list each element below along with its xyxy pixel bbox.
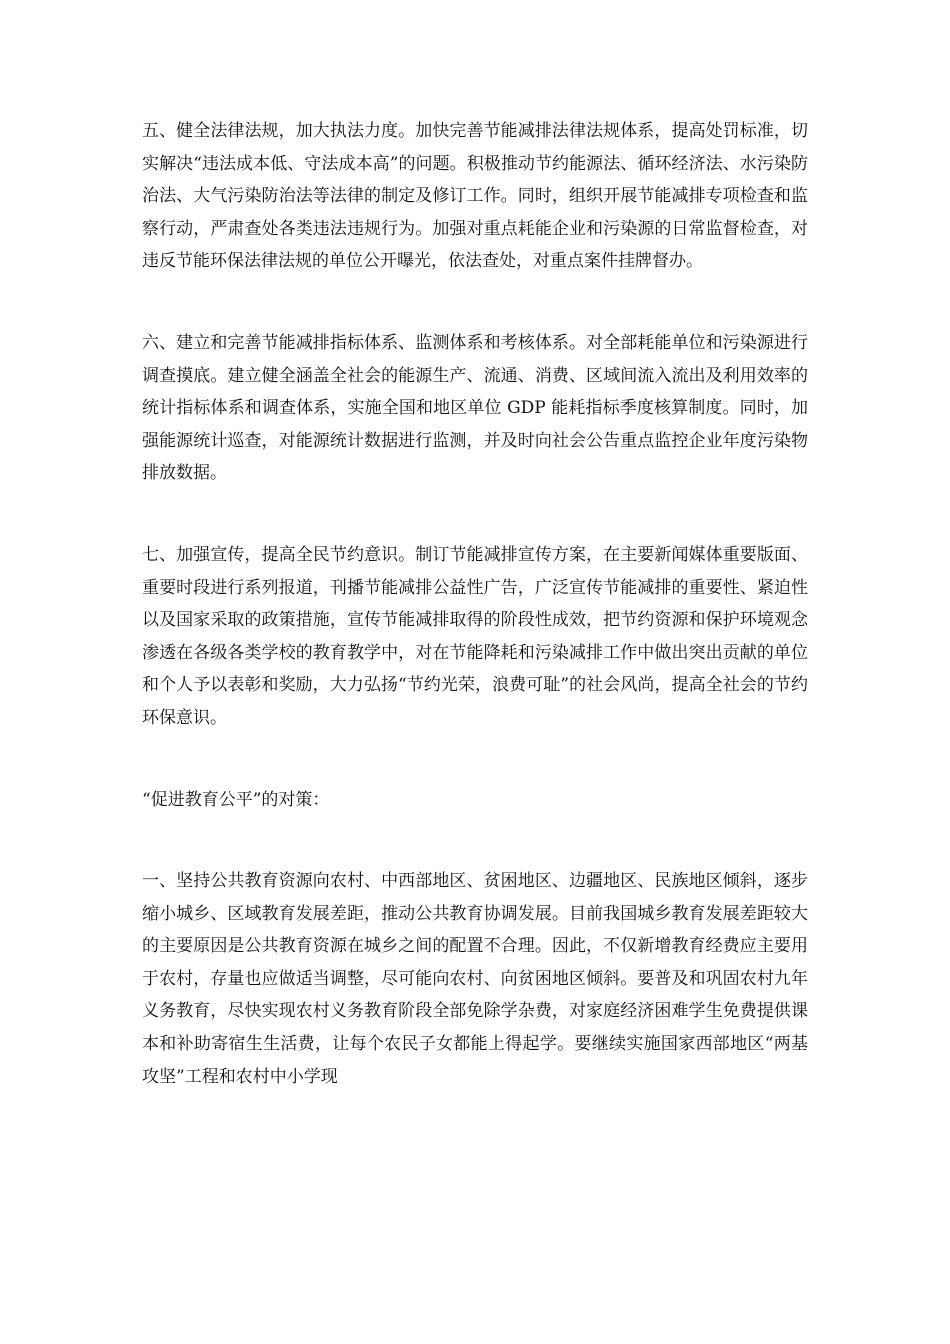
paragraph-spacer [142,735,808,784]
paragraph-spacer [142,816,808,865]
document-body [142,115,808,1093]
paragraph-education-resources: 一、坚持公共教育资源向农村、中西部地区、贫困地区、边疆地区、民族地区倾斜，逐步缩小城乡、区域教育发展差距，推动公共教育协调发展。目前我国城乡教育发展差距较大的主要原因是公共教育资源在城乡之间的配置不合理。因此，不仅新增教育经费应主要用于农村，存量也应做适当调整，尽可能向农村、向贫困地区倾斜。要普及和巩固农村九年义务教育，尽快实现农村义务教育阶段全部免除学杂费，对家庭经济困难学生免费提供课本和补助寄宿生生活费，让每个农民子女都能上得起学。要继续实施国家西部地区“两基攻坚”工程和农村中小学现 [142,871,808,1087]
paragraph-spacer [142,278,808,327]
paragraph-spacer [142,490,808,539]
paragraph-energy-indicators: 六、建立和完善节能减排指标体系、监测体系和考核体系。对全部耗能单位和污染源进行调查摸底。建立健全涵盖全社会的能源生产、流通、消费、区域间流入流出及利用效率的统计指标体系和调查体系，实施全国和地区单位 GDP 能耗指标季度核算制度。同时，加强能源统计巡查，对能源统计数据进行监测，并及时向社会公告重点监控企业年度污染物排放数据。 [142,332,808,484]
paragraph-energy-publicity: 七、加强宣传，提高全民节约意识。制订节能减排宣传方案，在主要新闻媒体重要版面、重要时段进行系列报道，刊播节能减排公益性广告，广泛宣传节能减排的重要性、紧迫性以及国家采取的政策措施，宣传节能减排取得的阶段性成效，把节约资源和保护环境观念渗透在各级各类学校的教育教学中，对在节能降耗和污染减排工作中做出突出贡献的单位和个人予以表彰和奖励，大力弘扬“节约光荣，浪费可耻”的社会风尚，提高全社会的节约环保意识。 [142,544,808,728]
section-heading-education-equity: “促进教育公平”的对策： [142,789,330,810]
paragraph-energy-law: 五、健全法律法规，加大执法力度。加快完善节能减排法律法规体系，提高处罚标准，切实解决“违法成本低、守法成本高”的问题。积极推动节约能源法、循环经济法、水污染防治法、大气污染防治法等法律的制定及修订工作。同时，组织开展节能减排专项检查和监察行动，严肃查处各类违法违规行为。加强对重点耗能企业和污染源的日常监督检查，对违反节能环保法律法规的单位公开曝光，依法查处，对重点案件挂牌督办。 [142,121,808,272]
